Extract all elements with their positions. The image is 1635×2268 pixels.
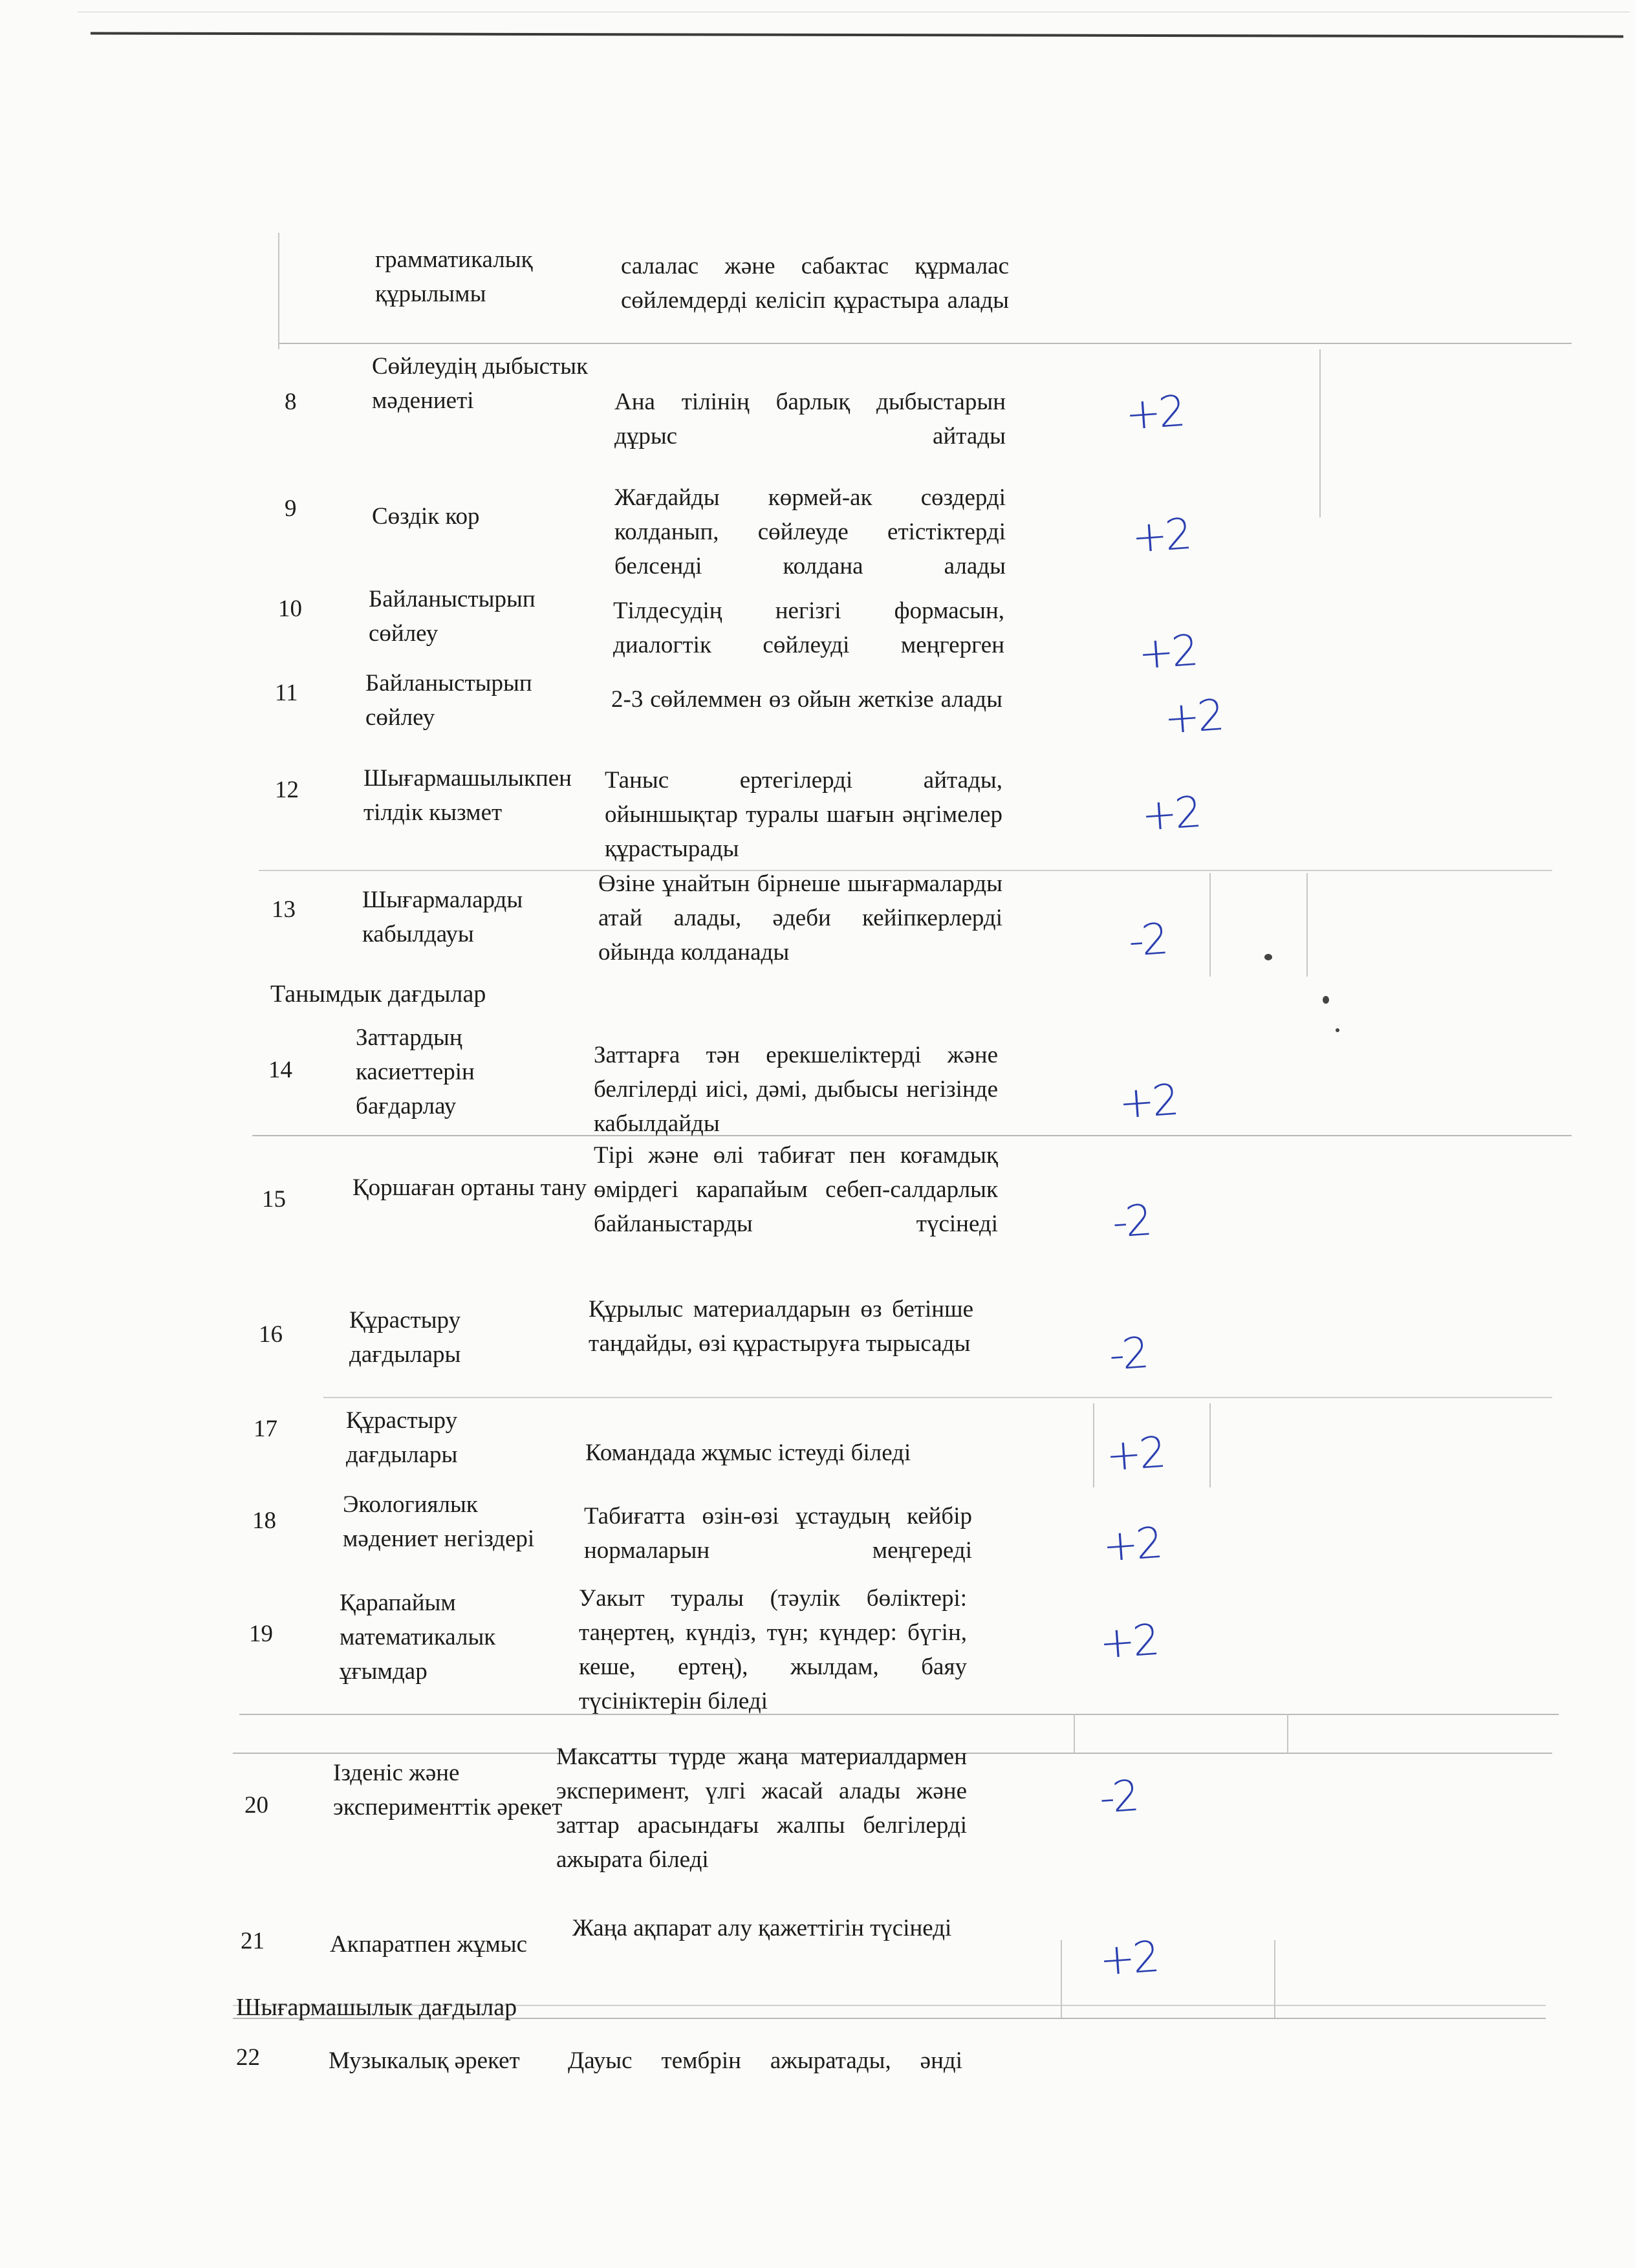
section-heading: Шығармашылык дағдылар: [236, 1994, 517, 2021]
row-number: 10: [278, 596, 302, 622]
table-rule: [278, 343, 1572, 344]
table-rule: [1287, 1714, 1288, 1753]
row-area: грамматикалық құрылымы: [375, 246, 533, 307]
handwritten-score: +2: [1136, 625, 1198, 680]
row-area: Сөздік кор: [372, 503, 480, 530]
handwritten-score: +2: [1101, 1517, 1162, 1572]
handwritten-score: +2: [1130, 508, 1191, 563]
row-number: 11: [275, 680, 298, 706]
handwritten-score: +2: [1098, 1614, 1159, 1669]
row-number: 14: [268, 1057, 292, 1083]
handwritten-score: +2: [1140, 786, 1201, 841]
table-rule: [1319, 349, 1321, 517]
row-number: 19: [249, 1621, 273, 1647]
row-description: Тілдесудің негізгі формасын, диалогтік сөйлеуді меңгерген: [613, 598, 1004, 658]
table-rule: [1306, 873, 1308, 977]
row-description: 2-3 сөйлеммен өз ойын жеткізе алады: [611, 686, 1002, 713]
row-description: Заттарға тән ерекшеліктерді және белгілерді иісі, дәмі, дыбысы негізінде кабылдайды: [594, 1042, 998, 1137]
row-area: Қарапайым математикалык ұғымдар: [340, 1590, 496, 1685]
row-description: Уакыт туралы (тәулік бөліктері: таңертең, күндіз, түн; күндер: бүгін, кеше, ертең), жылдам, баяу түсініктерін біледі: [579, 1585, 967, 1714]
row-number: 21: [241, 1928, 265, 1954]
row-area: Байланыстырып сөйлеу: [365, 670, 532, 731]
row-area: Байланыстырып сөйлеу: [369, 586, 536, 647]
row-area: Музыкалық әрекет: [329, 2047, 520, 2074]
row-description: Командада жұмыс істеуді біледі: [585, 1440, 911, 1466]
table-rule: [323, 1397, 1552, 1398]
row-area: Құрастыру дағдылары: [346, 1407, 458, 1468]
row-number: 20: [244, 1792, 268, 1819]
row-description: Жаңа ақпарат алу қажеттігін түсінеді: [572, 1915, 952, 1941]
handwritten-score: +2: [1123, 385, 1185, 440]
row-description: Тірі және өлі табиғат пен коғамдық өмірдегі карапайым себеп-салдарлык байланыстарды түсінеді: [594, 1142, 998, 1237]
row-area: Қоршаған ортаны тану: [352, 1174, 587, 1201]
row-number: 22: [236, 2044, 260, 2071]
table-rule: [278, 233, 279, 349]
row-description: Құрылыс материалдарын өз бетінше таңдайды, өзі құрастыруға тырысады: [589, 1296, 973, 1357]
table-rule: [1074, 1714, 1075, 1753]
row-description: Таныс ертегілерді айтады, ойыншықтар туралы шағын әңгімелер құрастырады: [605, 767, 1002, 862]
row-number: 13: [272, 896, 296, 923]
row-area: Акпаратпен жұмыс: [330, 1931, 528, 1958]
handwritten-score: +2: [1117, 1074, 1178, 1129]
row-area: Сөйлеудің дыбыстык мәдениеті: [372, 353, 589, 414]
table-rule: [1209, 1403, 1211, 1487]
row-description: Дауыс тембрін ажыратады, әнді: [568, 2047, 962, 2074]
row-area: Ізденіс және эксперименттік әрекет: [333, 1760, 563, 1820]
row-description: Ана тілінің барлық дыбыстарын дұрыс айтады: [614, 389, 1006, 449]
row-area: Шығармаларды кабылдауы: [362, 887, 523, 947]
row-description: Максатты түрде жаңа материалдармен эксперимент, үлгі жасай алады және заттар арасындағы жалпы белгілерді ажырата біледі: [556, 1744, 967, 1873]
row-number: 16: [259, 1321, 283, 1348]
handwritten-score: +2: [1104, 1427, 1165, 1482]
row-number: 18: [252, 1507, 276, 1534]
handwritten-score: +2: [1162, 689, 1224, 744]
handwritten-score: -2: [1107, 1328, 1149, 1380]
table-rule: [1093, 1403, 1094, 1487]
table-rule: [1274, 1940, 1275, 2018]
row-number: 8: [285, 389, 297, 415]
row-area: Шығармашылыкпен тілдік кызмет: [363, 765, 572, 826]
row-number: 17: [254, 1416, 277, 1442]
row-description: Табиғатта өзін-өзі ұстаудың кейбір нормаларын меңгереді: [584, 1503, 972, 1564]
scan-speck: [1264, 954, 1272, 960]
handwritten-score: -2: [1110, 1195, 1152, 1247]
scan-speck: [1336, 1028, 1339, 1032]
row-description: Жағдайды көрмей-ак сөздерді колданып, сөйлеуде етістіктерді белсенді колдана алады: [614, 484, 1006, 579]
row-area: Құрастыру дағдылары: [349, 1307, 461, 1368]
section-heading: Танымдык дағдылар: [270, 980, 486, 1008]
handwritten-score: -2: [1127, 914, 1168, 966]
row-number: 12: [275, 777, 299, 803]
row-description: Өзіне ұнайтын бірнеше шығармаларды атай алады, әдеби кейіпкерлерді ойында колданады: [598, 870, 1002, 966]
top-border-line: [91, 32, 1623, 38]
row-area: Заттардың касиеттерін бағдарлау: [356, 1024, 475, 1119]
table-rule: [1061, 1940, 1062, 2018]
row-number: 15: [262, 1186, 286, 1213]
row-description: салалас және сабактас құрмалас сөйлемдерді келісіп құрастыра алады: [621, 253, 1009, 314]
scan-speck: [1323, 996, 1329, 1004]
handwritten-score: -2: [1098, 1771, 1139, 1823]
row-number: 9: [285, 495, 297, 522]
row-area: Экологиялык мәдениет негіздері: [343, 1491, 535, 1552]
table-rule: [1209, 873, 1211, 977]
handwritten-score: +2: [1098, 1931, 1159, 1986]
